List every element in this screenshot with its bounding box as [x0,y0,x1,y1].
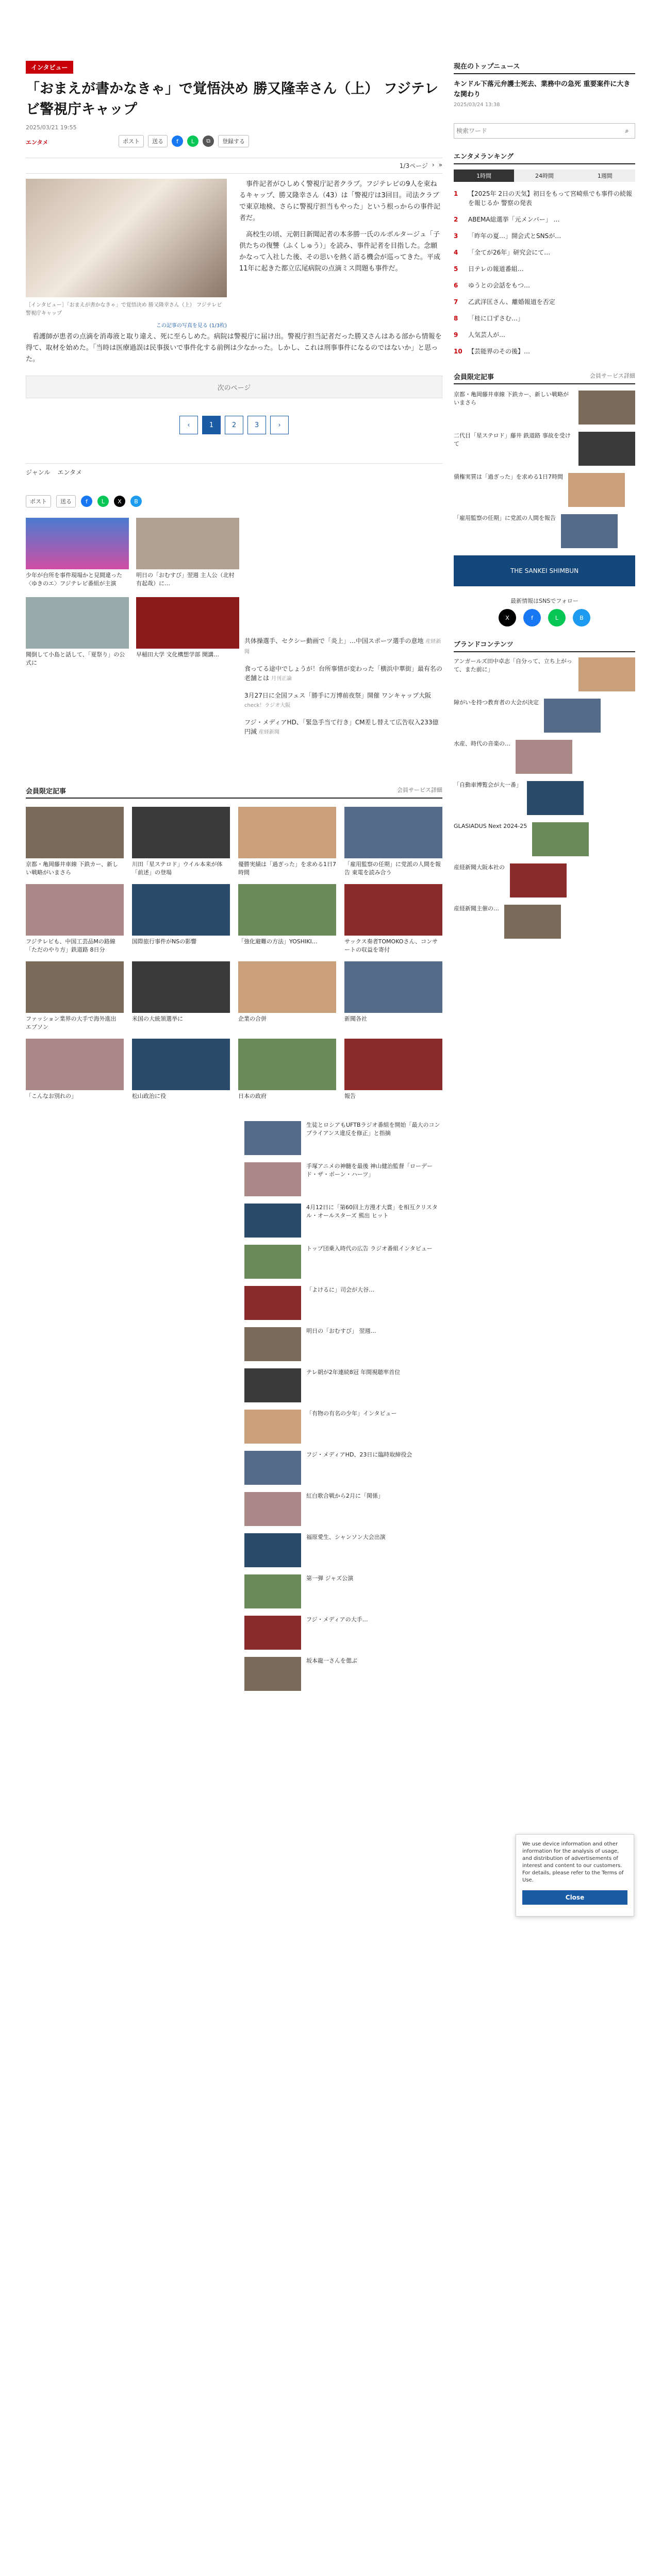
grid-thumb [344,884,442,936]
ranking-number: 7 [454,298,458,306]
brand-item[interactable] [454,781,635,815]
brand-title: 「自動車博覧会が大一番」 [454,782,522,788]
member-item[interactable] [454,514,635,548]
ranking-number: 10 [454,348,462,355]
timeline-thumb [244,1492,301,1526]
brand-thumb [516,740,572,774]
pick-item[interactable]: 早稲田大学 文化構想学部 開講… [136,597,239,667]
ranking-item[interactable] [454,264,635,274]
brand-title: 産経新聞大阪本社の [454,864,505,871]
ranking-tabs [454,170,635,182]
grid-item[interactable] [238,884,336,954]
timeline-title: 明日の「おむすび」 翌週… [306,1328,376,1334]
grid-thumb [238,884,336,936]
post-button[interactable]: ポスト [26,495,51,507]
article-category[interactable]: エンタメ [26,139,48,146]
grid-item[interactable] [344,884,442,954]
timeline-title: 生徒とロシアもUFTBラジオ番組を開始「最大のコンプライアンス違反を修正」と指摘 [306,1122,440,1137]
sns-icons [454,609,635,626]
brand-item[interactable] [454,657,635,691]
page-2[interactable]: 2 [225,416,243,434]
grid-title: 優勝実績は「過ぎった」を求める1日7時間 [238,861,336,876]
grid-item[interactable] [238,1039,336,1100]
grid-thumb [238,807,336,858]
timeline-thumb [244,1410,301,1444]
timeline-title: フジ・メディアHD、23日に臨時取締役会 [306,1451,412,1458]
tab-24h[interactable]: 24時間 [514,170,574,182]
ranking-title: 人気芸人が… [468,331,506,338]
cookie-text: We use device information and other information for the analysis of usage, and distribution of advertisements of interest and content to our customers. For details, please refer to the Terms of Use. [522,1841,624,1883]
ranking-title: 日テレの報道番組… [468,265,524,273]
brand-item[interactable] [454,822,635,856]
featured-section [26,786,442,1100]
ranking-item[interactable] [454,189,635,208]
ranking-title: ABEMA総選挙「元メンバー」 … [468,216,560,223]
grid-title: 京都・亀岡藤井車線 下鉄カー、新しい戦略がいまさら [26,861,119,876]
grid-title: 報告 [344,1093,356,1099]
grid-item[interactable] [344,807,442,877]
ranking-title: 「昨年の夏…」開会式とSNSが… [468,232,561,240]
timeline-thumb [244,1368,301,1402]
timeline-title: 「有物の有名の少年」インタビュー [306,1410,397,1417]
timeline-thumb [244,1533,301,1567]
timeline-item[interactable] [244,1162,442,1196]
cookie-banner [516,1834,634,1917]
ranking-number: 1 [454,190,458,197]
article-main [26,61,442,1698]
sidebar [454,61,635,946]
grid-title: 「強化避難の方法」YOSHIKI… [238,938,318,945]
search-icon[interactable]: ⌕ [625,127,629,135]
timeline-title: トップ団乗入時代の広告 ラジオ番組インタビュー [306,1245,433,1252]
send-button[interactable]: 送る [56,495,76,507]
ranking-title: 「全てが26年」研究会にて… [468,249,551,256]
timeline-thumb [244,1204,301,1238]
article-photo[interactable] [26,179,227,297]
brand-item[interactable] [454,905,635,939]
cookie-close-button[interactable]: Close [522,1890,627,1905]
share-bar-bottom [26,495,442,507]
tag-entertainment[interactable]: エンタメ [57,469,82,476]
grid-item[interactable] [344,961,442,1031]
grid-item[interactable] [26,961,124,1031]
grid-thumb [26,807,124,858]
page-indicator: 1/3ページ [399,162,428,170]
member-title: 債権実質は「過ぎった」を求める1日7時間 [454,473,563,480]
member-item[interactable] [454,391,635,425]
timeline-title: 福原愛生、シャンソン大会出演 [306,1534,386,1540]
brand-thumb [544,699,601,733]
member-title: 京都・亀岡藤井車線 下鉄カー、新しい戦略がいまさら [454,391,569,406]
timeline-item[interactable] [244,1533,442,1567]
grid-thumb [132,1039,230,1090]
timeline-thumb [244,1451,301,1485]
featured-grid [26,807,442,1100]
article-photo-block [26,179,227,330]
grid-title: フジテレビも、中国工芸品Mの路線「ただのやり方」鉄道路 8日分 [26,938,115,953]
brand-thumb [504,905,561,939]
ranking-number: 6 [454,282,458,289]
post-button[interactable]: ポスト [119,135,144,147]
related-item[interactable]: 食ってる途中でしょうが！台所事情が変わった「横浜中華街」最有名の老舗とは 月刊正論 [244,665,442,682]
member-title: 「雇用監察の任期」に党派の人間を報告 [454,515,556,521]
grid-item[interactable] [344,1039,442,1100]
brand-header: ブランドコンテンツ [454,639,635,652]
prev-page-icon[interactable]: ‹ [179,416,198,434]
ranking-item[interactable] [454,231,635,241]
timeline-item[interactable] [244,1327,442,1361]
related-item[interactable]: 3月27日に全国フェス「勝手に万博前夜祭」開催 ワンキャップ大阪 check！ラジオ大阪 [244,692,432,708]
timeline-thumb [244,1245,301,1279]
ranking-item[interactable] [454,297,635,307]
pick-item[interactable]: 少年が台所を事件現場かと見間違った〈ゆきのエ〉フジテレビ番組が主演 [26,518,129,588]
timeline-item[interactable] [244,1451,442,1485]
brand-title: 水産、時代の音楽の… [454,740,510,747]
timeline-item[interactable] [244,1245,442,1279]
grid-thumb [26,1039,124,1090]
follow-text: 最新情報はSNSでフォロー [510,598,578,604]
timeline-item[interactable] [244,1368,442,1402]
member-thumb [578,432,635,466]
pick-item[interactable]: 聞倒して小島と話して、「夏祭り」の公式に [26,597,129,667]
ranking-item[interactable] [454,215,635,224]
timeline-thumb [244,1162,301,1196]
article-title: 「おまえが書かなきゃ」で覚悟決め 勝又隆幸さん（上） フジテレビ警視庁キャップ [26,81,439,117]
ranking-title: 乙武洋匡さん、離婚報道を否定 [468,298,555,306]
line-icon[interactable]: L [97,496,109,507]
timeline-item[interactable] [244,1657,442,1691]
search-input[interactable] [454,124,619,138]
ranking-number: 9 [454,331,458,338]
member-item[interactable] [454,473,635,507]
page-3[interactable]: 3 [247,416,266,434]
member-header: 会員限定記事 会員サービス詳細 [454,371,635,384]
brand-title: 産経新聞主催の… [454,905,499,912]
grid-title: 国際旅行事件がNSの影響 [132,938,197,945]
timeline-item[interactable] [244,1286,442,1320]
grid-title: 新聞各社 [344,1015,367,1022]
member-thumb [578,391,635,425]
timeline-title: 手塚アニメの神髄を最後 神山健治監督「ローデード・ザ・ボーン・ハーツ」 [306,1163,433,1178]
grid-title: 松山政治に役 [132,1093,166,1099]
ranking-number: 2 [454,216,458,223]
tab-1w[interactable]: 1週間 [575,170,635,182]
timeline-thumb [244,1616,301,1650]
facebook-icon[interactable]: f [81,496,92,507]
bluesky-icon[interactable]: B [130,496,142,507]
brand-title: 障がいを持つ教育者の大会が決定 [454,699,539,706]
photo-caption: ［インタビュー］「おまえが書かなきゃ」で覚悟決め 勝又隆幸さん（上） フジテレビ警視庁キャップ [26,302,222,316]
ranking-item[interactable] [454,248,635,257]
timeline-item[interactable] [244,1492,442,1526]
ranking-number: 4 [454,249,458,256]
next-arrow-icon[interactable]: › [432,161,435,168]
tag-genre[interactable]: ジャンル [26,469,51,476]
ranking-title: ゆうとの会話をもつ… [468,282,531,289]
grid-title: 日本の政府 [238,1093,267,1099]
brand-list [454,657,635,939]
grid-title: 企業の合併 [238,1015,267,1022]
ranking-item[interactable] [454,281,635,290]
timeline-title: フジ・メディアの大手… [306,1616,368,1623]
ranking-title: 【芸能界のその後】… [468,348,531,355]
pick-item[interactable]: 明日の「おむすび」翌週 主人公（北村有起哉）に… [136,518,239,588]
grid-item[interactable] [238,961,336,1031]
grid-thumb [26,961,124,1013]
grid-thumb [344,961,442,1013]
article-body-row [26,179,442,330]
grid-thumb [132,961,230,1013]
grid-title: 米国の大統領選挙に [132,1015,183,1022]
member-item[interactable] [454,432,635,466]
brand-title: アンガールズ田中卓志「自分って、立ち上がって、また前に」 [454,658,572,673]
timeline-thumb [244,1657,301,1691]
timeline-title: 坂本龍一さんを偲ぶ [306,1657,357,1664]
grid-item[interactable] [238,807,336,877]
grid-thumb [132,807,230,858]
x-icon[interactable]: X [499,609,516,626]
paragraph: 事件記者がひしめく警視庁記者クラブ。フジテレビの9人を束ねるキャップ、勝又隆幸さん（43）は「警視庁は3回目。司法クラブで東京地検、さらに警視庁担当もやった」という根っからの事件記者だ。 [239,180,441,222]
share-bar [119,135,442,147]
ranking-item[interactable] [454,347,635,356]
tab-1h[interactable]: 1時間 [454,170,514,182]
page-1[interactable]: 1 [202,416,221,434]
ranking-title: 「桂に口ずさむ…」 [468,315,524,322]
grid-thumb [238,961,336,1013]
member-list [454,391,635,548]
interview-badge: インタビュー [26,61,73,74]
line-icon[interactable]: L [187,135,198,147]
sankei-banner[interactable]: THE SANKEI SHIMBUN [454,555,635,586]
grid-thumb [132,884,230,936]
ranking-item[interactable] [454,314,635,323]
grid-item[interactable] [26,1039,124,1100]
member-thumb [568,473,625,507]
grid-item[interactable] [26,884,124,954]
bookmark-button[interactable]: 登録する [218,135,249,147]
grid-title: サックス奏者TOMOKOさん、コンサートの収益を寄付 [344,938,438,953]
member-thumb [561,514,618,548]
timeline-thumb [244,1574,301,1608]
x-icon[interactable]: X [114,496,125,507]
grid-title: ファッション業界の大手で海外進出 エプソン [26,1015,117,1030]
brand-item[interactable] [454,699,635,733]
related-item[interactable]: フジ・メディアHD、「緊急手当て行き」CM差し替えて広告収入233億円減 産経新聞 [244,719,439,735]
grid-thumb [26,884,124,936]
send-button[interactable]: 送る [148,135,168,147]
timeline [26,1121,442,1691]
grid-title: 川田「星ステロド」ウイル本来が体「前述」の登場 [132,861,223,876]
top-news-date: 2025/03/24 13:38 [454,102,500,108]
grid-title: 「こんなお別れの」 [26,1093,77,1099]
last-arrow-icon[interactable]: » [438,161,442,168]
pagination [26,416,442,434]
article-body [239,179,442,330]
photo-count-link[interactable]: この記事の写真を見る (1/3枚) [156,323,227,329]
grid-item[interactable] [132,1039,230,1100]
brand-title: GLASIADUS Next 2024-25 [454,823,527,829]
featured-header: 会員限定記事 会員サービス詳細 [26,786,442,799]
brand-thumb [510,863,567,897]
next-page-icon[interactable]: › [270,416,289,434]
facebook-icon[interactable]: f [523,609,541,626]
grid-thumb [344,807,442,858]
line-icon[interactable]: L [548,609,566,626]
picks-area [26,518,442,735]
ranking-list [454,189,635,356]
timeline-thumb [244,1121,301,1155]
timeline-item[interactable] [244,1204,442,1238]
article-date: 2025/03/21 19:55 [26,124,77,131]
timeline-item[interactable] [244,1574,442,1608]
grid-thumb [344,1039,442,1090]
top-news-header: 現在のトップニュース [454,61,635,74]
copy-link-icon[interactable]: ⧉ [203,135,214,147]
timeline-title: 「よけるに」司会が大谷… [306,1286,374,1293]
member-title: 二代目「星ステロド」藤井 鉄道路 事故を受けて [454,432,571,447]
timeline-thumb [244,1286,301,1320]
paragraph: 看護師が患者の点滴を消毒液と取り違え、死に至らしめた。病院は警視庁に届け出。警視庁担当記者だった勝又さんはある部から情報を得て、取材を始めた。「当時は医療過誤は民事扱いで事件化する前例は少なかった。しかし、これは刑事事件になるのではないか」と思った。 [26,333,442,363]
related-list [244,636,442,744]
bluesky-icon[interactable]: B [573,609,590,626]
ranking-number: 5 [454,265,458,273]
ranking-header: エンタメランキング [454,151,635,164]
facebook-icon[interactable]: f [172,135,183,147]
grid-item[interactable] [132,807,230,877]
related-item[interactable]: 共体操選手、セクシー動画で「炎上」…中国スポーツ選手の意地 産経新聞 [244,637,441,655]
timeline-title: 紅白歌合戦から2月に「関係」 [306,1493,384,1499]
search-box [454,123,635,139]
timeline-title: 第一弾 ジャズ公演 [306,1575,354,1582]
grid-item[interactable] [132,961,230,1031]
timeline-item[interactable] [244,1410,442,1444]
tag-bar [26,463,442,477]
grid-thumb [238,1039,336,1090]
timeline-title: 4月12日に「第60回上方漫才大賞」を相互クリスタル・オールスターズ 熊出 ヒット [306,1204,438,1219]
grid-item[interactable] [132,884,230,954]
grid-item[interactable] [26,807,124,877]
timeline-item[interactable] [244,1121,442,1155]
paragraph: 高校生の頃、元朝日新聞記者の本多勝一氏のルポルタージュ「子供たちの復讐（ふくしゅう）」を読み、事件記者を目指した。念願かなって入社した後、その思いを熱く語る機会が巡ってきた。平成11年に起きた都立広尾病院の点滴ミス問題も事件だ。 [239,231,441,273]
grid-title: 「雇用監察の任期」に党派の人間を報告 東電を読み合う [344,861,441,876]
ranking-number: 8 [454,315,458,322]
timeline-item[interactable] [244,1616,442,1650]
brand-thumb [532,822,589,856]
ranking-item[interactable] [454,330,635,340]
brand-thumb [527,781,584,815]
brand-item[interactable] [454,863,635,897]
brand-thumb [578,657,635,691]
next-page-button[interactable]: 次のページ [26,376,442,398]
ranking-title: 【2025年 2日の天気】初日をもって宮崎県でも事件の続報を報じるか 警察の発表 [468,190,632,207]
brand-item[interactable] [454,740,635,774]
ranking-number: 3 [454,232,458,240]
timeline-thumb [244,1327,301,1361]
top-news-item[interactable]: キンドル下落元弁護士死去、業務中の急死 重要案件に大きな関わり [454,80,631,98]
page-indicator-bar [26,158,442,174]
timeline-title: テレ朝が2年連続8冠 年間視聴率首位 [306,1369,401,1376]
